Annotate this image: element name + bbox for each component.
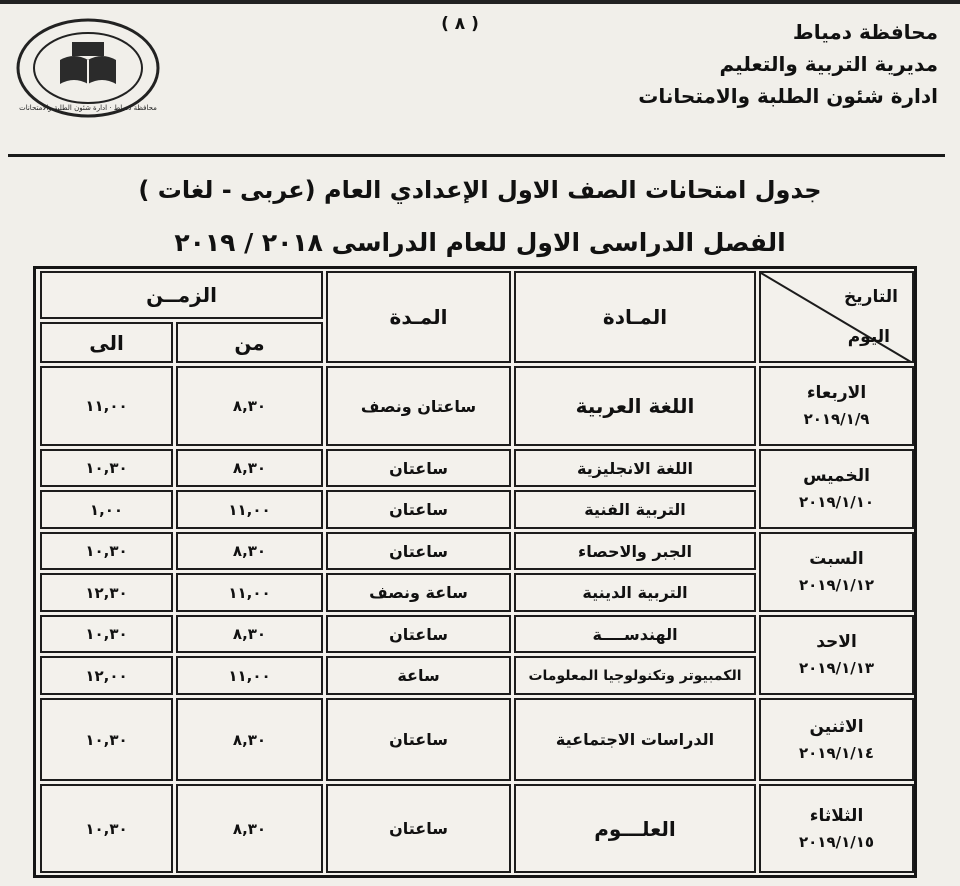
time-to-cell: ١٢,٣٠	[40, 573, 173, 612]
duration-cell: ساعتان	[326, 615, 511, 653]
day-name: الخميس	[803, 466, 870, 486]
time-from-cell: ٨,٣٠	[176, 698, 323, 781]
day-name: السبت	[809, 549, 864, 569]
time-from-cell: ٨,٣٠	[176, 532, 323, 570]
schedule-subtitle: الفصل الدراسى الاول للعام الدراسى ٢٠١٨ / ٢٠١٩	[174, 228, 786, 257]
day-date: ٢٠١٩/١/١٤	[798, 743, 875, 762]
header-time: الزمــن	[40, 271, 323, 319]
page-number: ( ٨ )	[441, 14, 479, 34]
time-to-cell: ١١,٠٠	[40, 366, 173, 446]
time-from-cell: ٨,٣٠	[176, 449, 323, 487]
document-header	[518, 16, 938, 112]
duration-cell: ساعتان	[326, 698, 511, 781]
top-border	[0, 0, 960, 4]
header-duration: المـدة	[326, 271, 511, 363]
day-date: ٢٠١٩/١/١٠	[798, 493, 875, 511]
time-to-cell: ١٠,٣٠	[40, 615, 173, 653]
day-cell	[759, 366, 914, 446]
day-name: الاحد	[816, 632, 857, 652]
schedule-title: جدول امتحانات الصف الاول الإعدادي العام (عربى - لغات )	[138, 176, 822, 204]
day-date: ٢٠١٩/١/١٣	[798, 659, 875, 677]
time-to-cell: ١,٠٠	[40, 490, 173, 529]
subject-cell: اللغة الانجليزية	[514, 449, 756, 487]
header-day-label: اليوم	[847, 327, 890, 347]
time-to-cell: ١٠,٣٠	[40, 532, 173, 570]
duration-cell: ساعتان	[326, 449, 511, 487]
time-from-cell: ١١,٠٠	[176, 656, 323, 695]
duration-cell: ساعتان	[326, 784, 511, 873]
header-date-day	[759, 271, 914, 363]
time-to-cell: ١٠,٣٠	[40, 698, 173, 781]
header-to: الى	[40, 322, 173, 363]
day-date: ٢٠١٩/١/١٥	[798, 832, 875, 851]
duration-cell: ساعتان ونصف	[326, 366, 511, 446]
day-cell	[759, 698, 914, 781]
header-date-label: التاريخ	[844, 287, 898, 307]
time-from-cell: ٨,٣٠	[176, 366, 323, 446]
day-cell	[759, 532, 914, 612]
time-from-cell: ١١,٠٠	[176, 573, 323, 612]
day-name: الاربعاء	[806, 383, 867, 403]
day-date: ٢٠١٩/١/١٢	[798, 576, 875, 594]
time-to-cell: ١٢,٠٠	[40, 656, 173, 695]
day-date: ٢٠١٩/١/٩	[803, 410, 870, 428]
time-to-cell: ١٠,٣٠	[40, 784, 173, 873]
day-cell	[759, 784, 914, 873]
header-divider	[8, 154, 945, 157]
subject-cell: العلـــوم	[514, 784, 756, 873]
subject-cell: اللغة العربية	[514, 366, 756, 446]
subject-cell: التربية الدينية	[514, 573, 756, 612]
day-cell	[759, 615, 914, 695]
subject-cell: الدراسات الاجتماعية	[514, 698, 756, 781]
duration-cell: ساعة	[326, 656, 511, 695]
header-from: من	[176, 322, 323, 363]
time-from-cell: ١١,٠٠	[176, 490, 323, 529]
subject-cell: الهندســــة	[514, 615, 756, 653]
header-department: ادارة شئون الطلبة والامتحانات	[638, 84, 938, 108]
day-cell	[759, 449, 914, 529]
time-from-cell: ٨,٣٠	[176, 784, 323, 873]
day-name: الاثنين	[809, 716, 864, 737]
header-subject: المـادة	[514, 271, 756, 363]
day-name: الثلاثاء	[809, 805, 864, 826]
header-directorate: مديرية التربية والتعليم	[719, 52, 938, 76]
logo-text: محافظة دمياط · ادارة شئون الطلبة والامتحانات	[19, 104, 157, 112]
duration-cell: ساعتان	[326, 532, 511, 570]
time-from-cell: ٨,٣٠	[176, 615, 323, 653]
subject-cell: التربية الفنية	[514, 490, 756, 529]
header-governorate: محافظة دمياط	[792, 20, 938, 44]
duration-cell: ساعة ونصف	[326, 573, 511, 612]
department-logo-seal	[16, 18, 160, 118]
time-to-cell: ١٠,٣٠	[40, 449, 173, 487]
subject-cell: الكمبيوتر وتكنولوجيا المعلومات	[514, 656, 756, 695]
exam-schedule-table	[33, 266, 917, 878]
subject-cell: الجبر والاحصاء	[514, 532, 756, 570]
duration-cell: ساعتان	[326, 490, 511, 529]
